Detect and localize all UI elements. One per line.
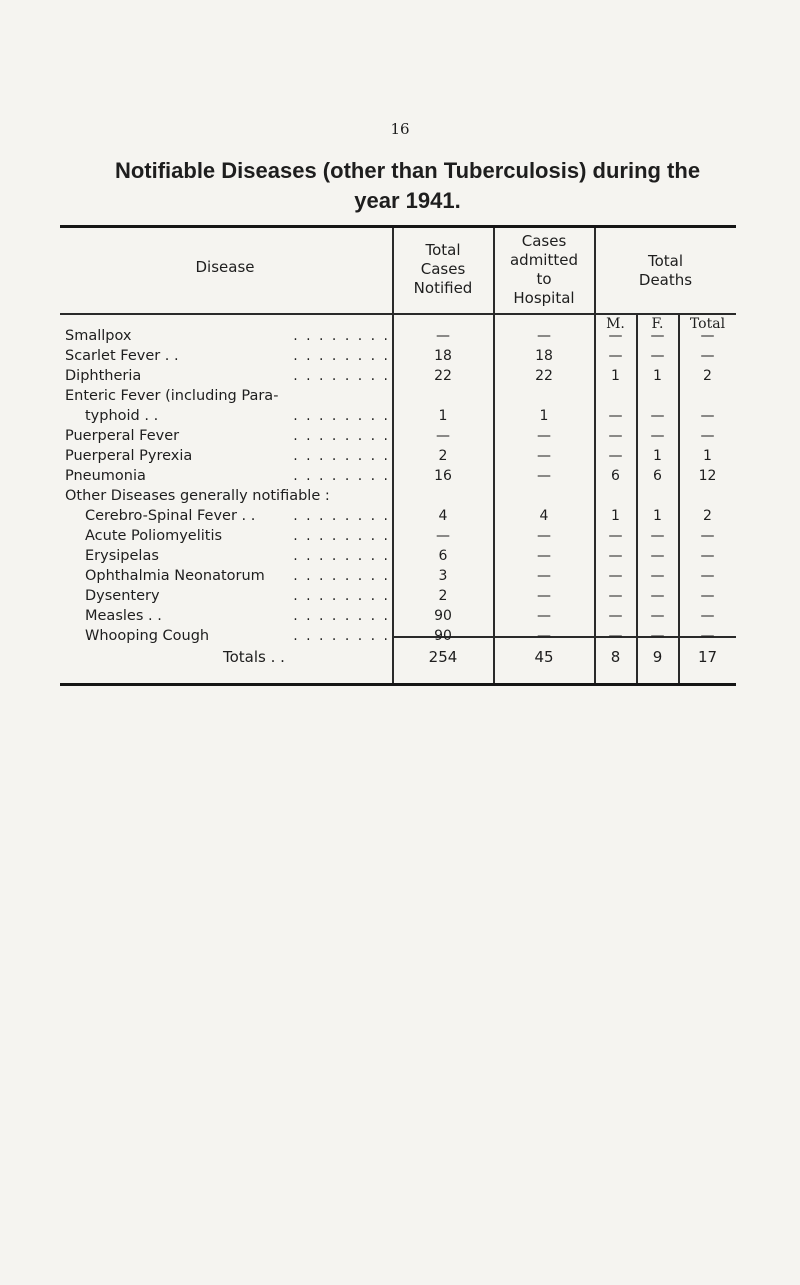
cell-female-deaths: — [650,608,665,624]
cell-admitted: 18 [535,348,553,364]
disease-name: Scarlet Fever . . [65,346,183,366]
leader-dots: . . . . . . . . [293,348,390,364]
cell-female-deaths: — [650,588,665,604]
cell-total-deaths: — [700,588,715,604]
table-row [0,466,800,486]
cell-notified: 1 [438,408,448,424]
table-row [0,446,800,466]
cell-total-deaths: — [700,568,715,584]
subheader-female: F. [651,316,664,332]
cell-notified: 2 [438,448,448,464]
title-line-2: year 1941. [354,188,461,213]
cell-admitted: — [537,328,551,344]
totals-admitted: 45 [534,648,554,666]
cell-male-deaths: — [608,588,623,604]
leader-dots: . . . . . . . . [293,548,390,564]
table-row [0,326,800,346]
table-row [0,486,800,506]
cell-male-deaths: — [608,348,623,364]
cell-notified: — [436,428,450,444]
table-row [0,506,800,526]
cell-total-deaths: — [700,628,715,644]
leader-dots: . . . . . . . . [293,408,390,424]
disease-name: Pneumonia [65,466,150,486]
header-total-deaths: Total Deaths [638,252,693,289]
cell-male-deaths: — [608,628,623,644]
disease-name: Whooping Cough [85,626,213,646]
cell-notified: 22 [434,368,452,384]
cell-female-deaths: — [650,328,665,344]
header-total-cases-notified: Total Cases Notified [413,241,473,297]
page-number: 16 [390,120,410,138]
leader-dots: . . . . . . . . [293,428,390,444]
cell-female-deaths: — [650,568,665,584]
cell-notified: 16 [434,468,452,484]
table-row [0,586,800,606]
leader-dots: . . . . . . . . [293,608,390,624]
cell-total-deaths: — [700,428,715,444]
cell-male-deaths: — [608,568,623,584]
cell-female-deaths: — [650,528,665,544]
disease-name: Acute Poliomyelitis [85,526,226,546]
cell-admitted: — [537,448,551,464]
totals-label: Totals . . [223,648,285,666]
cell-admitted: — [537,588,551,604]
leader-dots: . . . . . . . . [293,628,390,644]
table-row [0,626,800,646]
cell-total-deaths: — [700,528,715,544]
title-line-1: Notifiable Diseases (other than Tuberculosis) during the [114,158,701,183]
disease-name: Cerebro-Spinal Fever . . [85,506,259,526]
table-row [0,546,800,566]
table-row [0,346,800,366]
cell-female-deaths: — [650,548,665,564]
leader-dots: . . . . . . . . [293,468,390,484]
cell-admitted: — [537,608,551,624]
disease-name: Erysipelas [85,546,163,566]
disease-name: Puerperal Fever [65,426,183,446]
totals-total: 17 [697,648,718,666]
cell-total-deaths: 2 [703,508,712,524]
cell-notified: 18 [434,348,452,364]
cell-male-deaths: 1 [611,368,620,384]
cell-female-deaths: — [650,348,665,364]
cell-male-deaths: 6 [611,468,620,484]
leader-dots: . . . . . . . . [293,368,390,384]
table-row [0,366,800,386]
cell-female-deaths: — [650,428,665,444]
totals-male: 8 [610,648,621,666]
leader-dots: . . . . . . . . [293,508,390,524]
cell-admitted: — [537,468,551,484]
leader-dots: . . . . . . . . [293,448,390,464]
cell-total-deaths: — [700,328,715,344]
cell-male-deaths: — [608,428,623,444]
cell-total-deaths: — [700,348,715,364]
table-row [0,566,800,586]
cell-admitted: 22 [535,368,553,384]
cell-male-deaths: — [608,408,623,424]
subheader-total: Total [689,316,726,332]
cell-notified: 6 [438,548,448,564]
cell-total-deaths: — [700,408,715,424]
totals-notified: 254 [428,648,458,666]
disease-name: Puerperal Pyrexia [65,446,196,466]
table-row [0,526,800,546]
disease-name: Other Diseases generally notifiable : [65,486,334,506]
cell-male-deaths: — [608,448,623,464]
cell-total-deaths: 12 [698,468,717,484]
cell-notified: — [436,528,450,544]
cell-female-deaths: 1 [653,368,662,384]
table-row [0,606,800,626]
cell-male-deaths: — [608,528,623,544]
cell-male-deaths: 1 [611,508,620,524]
cell-total-deaths: — [700,608,715,624]
disease-name: Dysentery [85,586,164,606]
table-row [0,406,800,426]
cell-admitted: — [537,568,551,584]
cell-admitted: — [537,628,551,644]
table-top-rule [60,225,736,228]
disease-name: Measles . . [85,606,166,626]
cell-admitted: 1 [539,408,549,424]
subheader-male: M. [606,316,625,332]
disease-name: Diphtheria [65,366,145,386]
disease-name: typhoid . . [85,406,162,426]
cell-notified: — [436,328,450,344]
cell-total-deaths: — [700,548,715,564]
header-disease: Disease [195,258,255,276]
cell-total-deaths: 1 [703,448,712,464]
disease-name: Enteric Fever (including Para- [65,386,282,406]
cell-male-deaths: — [608,328,623,344]
cell-male-deaths: — [608,608,623,624]
cell-admitted: 4 [539,508,549,524]
cell-notified: 90 [434,608,452,624]
header-divider [60,313,736,315]
cell-admitted: — [537,428,551,444]
cell-female-deaths: 6 [653,468,662,484]
table-row [0,386,800,406]
leader-dots: . . . . . . . . [293,588,390,604]
page-title [55,156,760,216]
cell-notified: 3 [438,568,448,584]
leader-dots: . . . . . . . . [293,568,390,584]
cell-female-deaths: 1 [653,508,662,524]
totals-female: 9 [652,648,663,666]
cell-female-deaths: — [650,628,665,644]
disease-name: Ophthalmia Neonatorum [85,566,269,586]
cell-admitted: — [537,528,551,544]
table-bottom-rule [60,683,736,686]
cell-notified: 90 [434,628,452,644]
cell-female-deaths: — [650,408,665,424]
cell-total-deaths: 2 [703,368,712,384]
leader-dots: . . . . . . . . [293,528,390,544]
header-cases-admitted: Cases admitted to Hospital [509,232,578,307]
cell-female-deaths: 1 [653,448,662,464]
disease-name: Smallpox [65,326,135,346]
leader-dots: . . . . . . . . [293,328,390,344]
cell-male-deaths: — [608,548,623,564]
cell-notified: 4 [438,508,448,524]
cell-admitted: — [537,548,551,564]
cell-notified: 2 [438,588,448,604]
table-row [0,426,800,446]
